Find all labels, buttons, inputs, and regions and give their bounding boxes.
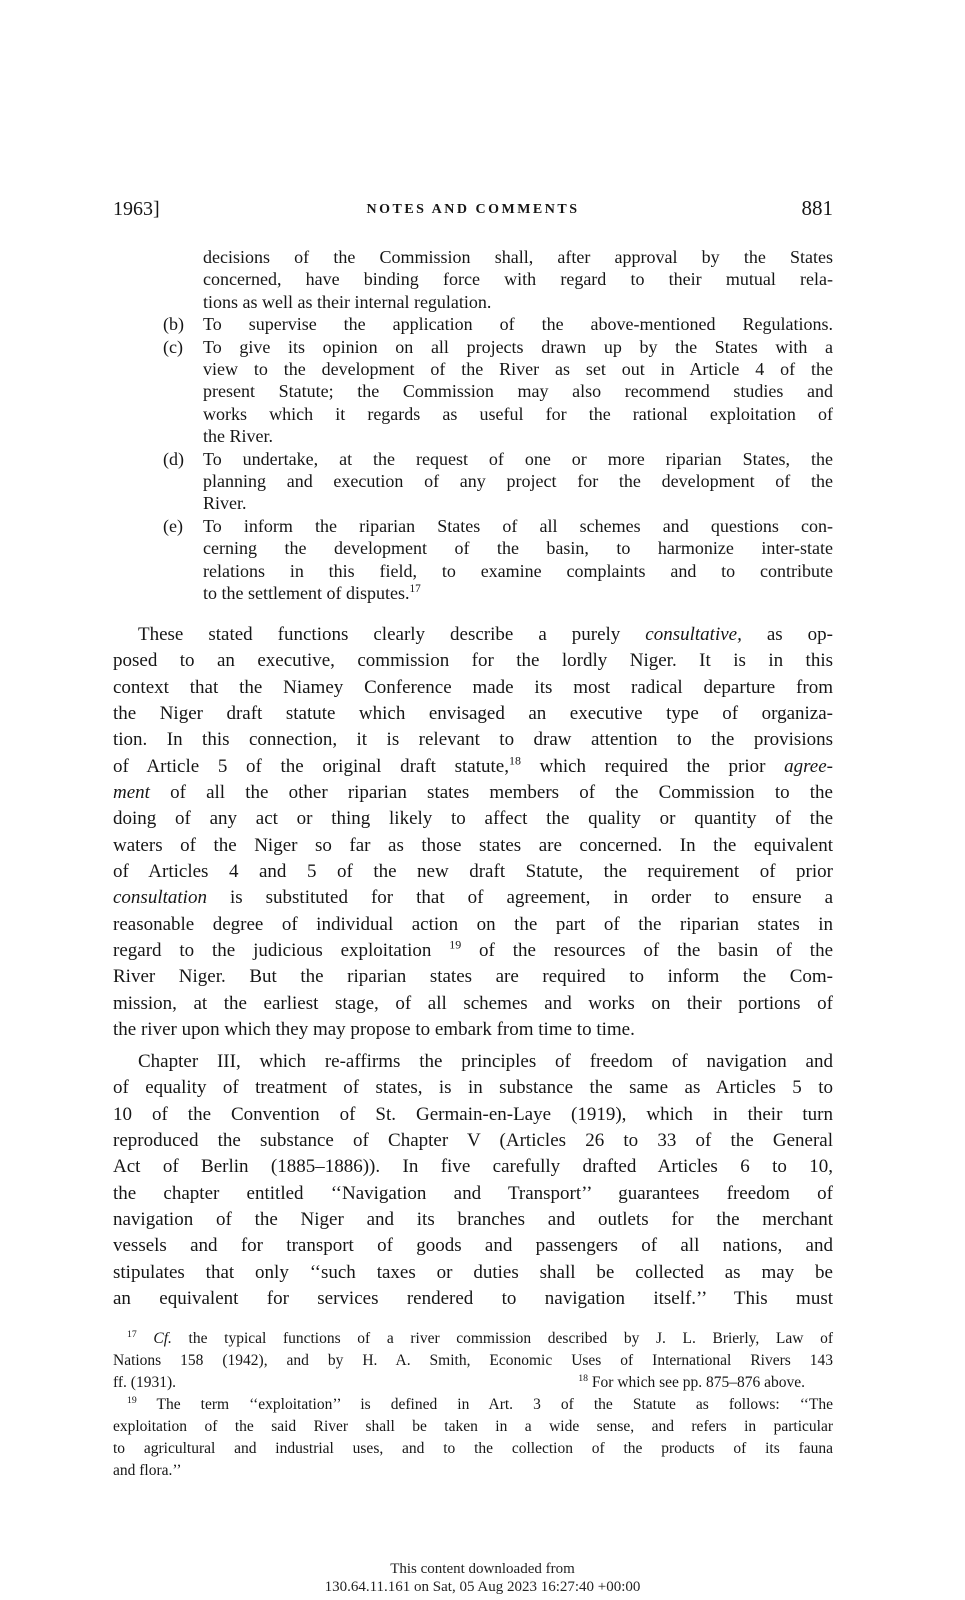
italic-text: ment: [113, 782, 150, 804]
text-line: posed to an executive, commission for the lordly Niger. It is in this: [113, 650, 833, 672]
text-line: regard to the judicious exploitation $^{19}$ of the resources of the basin of the: [113, 937, 833, 962]
text-line: and flora.’’: [113, 1462, 182, 1479]
text-line: of equality of treatment of states, is in substance the same as Articles 5 to: [113, 1077, 833, 1099]
text-line: view to the development of the River as set out in Article 4 of the: [203, 359, 833, 380]
footnote-17-18-row: [113, 1372, 833, 1394]
text-line: the Niger draft statute which envisaged an executive type of organiza-: [113, 703, 833, 725]
quote-item-c: [163, 336, 833, 448]
text-line: River Niger. But the riparian states are required to inform the Com-: [113, 966, 833, 988]
text-line: an equivalent for services rendered to navigation itself.’’ This must: [113, 1288, 833, 1310]
text-line: consultation is substituted for that of agreement, in order to ensure a: [113, 887, 833, 909]
jstor-footer: [0, 1561, 965, 1596]
text-line: To supervise the application of the above-mentioned Regulations.: [203, 314, 833, 335]
text-line: mission, at the earliest stage, of all schemes and works on their portions of: [113, 992, 833, 1014]
text-line: vessels and for transport of goods and passengers of all nations, and: [113, 1235, 833, 1257]
text-line: works which it regards as useful for the rational exploitation of: [203, 403, 833, 424]
body-paragraph-2: [113, 1049, 833, 1312]
quote-item-d: [163, 448, 833, 515]
text-line: To inform the riparian States of all schemes and questions con-: [203, 515, 833, 536]
text-line: tions as well as their internal regulation.: [203, 291, 492, 312]
quote-item-e-label: (e): [163, 515, 183, 536]
superscript-number: 19: [127, 1394, 137, 1406]
text-line: ment of all the other riparian states members of the Commission to the: [113, 782, 833, 804]
text-line: the River.: [203, 426, 273, 447]
italic-text: consultative,: [645, 624, 742, 645]
quote-item-b: [163, 313, 833, 335]
text-line: exploitation of the said River shall be taken in a wide sense, and refers in particular: [113, 1418, 833, 1435]
footer-line-1: This content downloaded from: [390, 1561, 575, 1577]
footer-line-2: 130.64.11.161 on Sat, 05 Aug 2023 16:27:40 +00:00: [324, 1578, 641, 1595]
text-line: $^{17}$ Cf. the typical functions of a river commission described by J. L. Brierly, Law of: [127, 1328, 833, 1347]
quote-item-b-text: [203, 313, 833, 335]
text-line: to the settlement of disputes.$^{17}$: [203, 583, 421, 604]
quote-item-e: [163, 515, 833, 605]
text-line: context that the Niamey Conference made its most radical departure from: [113, 676, 833, 698]
text-line: reproduced the substance of Chapter V (Articles 26 to 33 of the General: [113, 1130, 833, 1152]
block-quote: [113, 246, 833, 605]
text-line: River.: [203, 493, 247, 514]
italic-text: consultation: [113, 887, 207, 909]
text-line: to agricultural and industrial uses, and to the collection of the products of its fauna: [113, 1440, 833, 1457]
italic-text: Cf.: [153, 1330, 172, 1347]
text-line: To give its opinion on all projects drawn up by the States with a: [203, 336, 833, 357]
quote-item-d-text: [203, 448, 833, 515]
quote-item-c-label: (c): [163, 336, 183, 357]
quote-item-e-text: [203, 515, 833, 605]
header-year: 1963]: [113, 198, 160, 220]
text-line: reasonable degree of individual action on the part of the riparian states in: [113, 913, 833, 935]
text-line: doing of any act or thing likely to affect the quality or quantity of the: [113, 808, 833, 830]
text-line: These stated functions clearly describe a purely consultative, as op-: [138, 624, 833, 645]
text-line: waters of the Niger so far as those states are concerned. In the equivalent: [113, 834, 833, 856]
footnote-17-end: ff. (1931).: [113, 1374, 176, 1391]
text-line: navigation of the Niger and its branches and outlets for the merchant: [113, 1209, 833, 1231]
running-head: NOTES AND COMMENTS: [366, 202, 580, 217]
text-line: the river upon which they may propose to embark from time to time.: [113, 1019, 635, 1041]
quote-item-b-label: (b): [163, 314, 184, 335]
superscript-number: 18: [508, 753, 521, 768]
text-line: concerned, have binding force with regard to their mutual rela-: [203, 269, 833, 290]
page-number: 881: [801, 196, 833, 220]
text-line: 10 of the Convention of St. Germain-en-Laye (1919), which in their turn: [113, 1103, 833, 1125]
quote-item-d-label: (d): [163, 448, 184, 469]
text-line: Nations 158 (1942), and by H. A. Smith, Economic Uses of International Rivers 143: [113, 1352, 833, 1369]
text-line: stipulates that only ‘‘such taxes or duties shall be collected as may be: [113, 1261, 833, 1283]
text-line: $^{19}$ The term ‘‘exploitation’’ is defined in Art. 3 of the Statute as follows: ‘‘The: [127, 1394, 833, 1413]
text-line: of Articles 4 and 5 of the new draft Statute, the requirement of prior: [113, 861, 833, 883]
quote-intro: [203, 246, 833, 313]
quote-item-c-text: [203, 336, 833, 448]
text-line: Act of Berlin (1885–1886)). In five carefully drafted Articles 6 to 10,: [113, 1156, 833, 1178]
text-line: the chapter entitled ‘‘Navigation and Transport’’ guarantees freedom of: [113, 1182, 833, 1204]
text-line: tion. In this connection, it is relevant to draw attention to the provisions: [113, 729, 833, 751]
text-line: present Statute; the Commission may also recommend studies and: [203, 381, 833, 402]
italic-text: agree-: [784, 755, 833, 777]
superscript-number: 19: [449, 937, 462, 952]
text-line: decisions of the Commission shall, after approval by the States: [203, 247, 833, 267]
text-line: of Article 5 of the original draft statute,$^{18}$ which required the prior agree-: [113, 753, 833, 777]
page-header: [113, 198, 833, 222]
superscript-number: 17: [409, 583, 421, 596]
superscript-number: 18: [578, 1372, 589, 1384]
superscript-number: 17: [127, 1328, 137, 1340]
text-line: planning and execution of any project for the development of the: [203, 471, 833, 492]
text-line: relations in this field, to examine complaints and to contribute: [203, 560, 833, 581]
body-paragraph-1: [113, 622, 833, 1044]
footnote-18: $^{18}$ For which see pp. 875–876 above.: [578, 1372, 805, 1391]
text-line: cerning the development of the basin, to harmonize inter-state: [203, 538, 833, 559]
text-line: Chapter III, which re-affirms the principles of freedom of navigation and: [138, 1051, 833, 1072]
text-line: To undertake, at the request of one or more riparian States, the: [203, 448, 833, 469]
footnote-17: [113, 1328, 833, 1372]
footnote-19: [113, 1394, 833, 1482]
